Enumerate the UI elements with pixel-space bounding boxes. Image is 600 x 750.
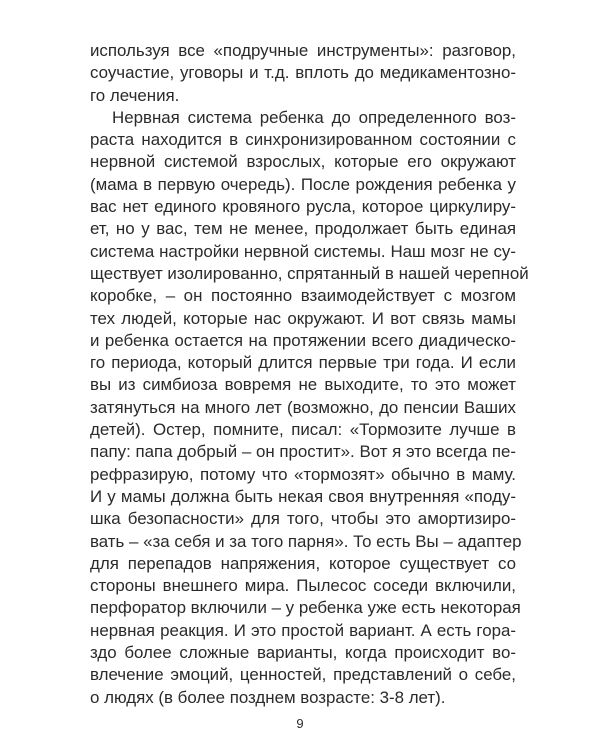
text-line: перфоратор включили – у ребенка уже есть некоторая: [90, 598, 521, 618]
text-line: шка безопасности» для того, чтобы это амортизиро-: [90, 509, 516, 529]
text-line: папу: папа добрый – он простит». Вот я это всегда пе-: [90, 442, 517, 462]
text-line: раста находится в синхронизированном состоянии с: [90, 130, 516, 150]
text-line: влечение эмоций, ценностей, представлений о себе,: [90, 665, 516, 685]
text-line: коробке, – он постоянно взаимодействует с мозгом: [90, 286, 516, 306]
text-line: для перепадов напряжения, которое существует со: [90, 553, 516, 573]
text-line: и ребенка остается на протяжении всего диадическо-: [90, 330, 516, 350]
text-line: используя все «подручные инструменты»: разговор,: [90, 41, 516, 60]
body-text: [90, 40, 529, 709]
text-line: рефразирую, потому что «тормозят» обычно в маму.: [90, 464, 516, 484]
paragraph-1: [90, 40, 516, 107]
text-line: (мама в первую очередь). После рождения ребенка у: [90, 174, 516, 194]
text-line: ществует изолированно, спрятанный в нашей черепной: [90, 263, 529, 283]
text-line: соучастие, уговоры и т.д. вплоть до медикаментозно-: [90, 63, 516, 83]
text-line: го лечения.: [90, 85, 180, 105]
text-line: затянуться на много лет (возможно, до пенсии Ваших: [90, 397, 516, 417]
page-number: 9: [296, 716, 304, 731]
text-line: тех людей, которые нас окружают. И вот связь мамы: [90, 308, 516, 328]
text-line: здо более сложные варианты, когда происходит во-: [90, 643, 516, 663]
text-line: вать – «за себя и за того парня». То есть Вы – адаптер: [90, 531, 522, 551]
text-line: стороны внешнего мира. Пылесос соседи включили,: [90, 576, 516, 596]
text-line: о людях (в более позднем возрасте: 3-8 лет).: [90, 687, 446, 707]
text-line: го периода, который длится первые три года. И если: [90, 353, 516, 373]
text-line: нервная реакция. И это простой вариант. А есть гора-: [90, 620, 516, 640]
text-line: И у мамы должна быть некая своя внутренняя «поду-: [90, 486, 516, 506]
text-line: система настройки нервной системы. Наш мозг не су-: [90, 241, 516, 261]
text-line: детей). Остер, помните, писал: «Тормозите лучше в: [90, 420, 516, 440]
text-line: вас нет единого кровяного русла, которое циркулиру-: [90, 197, 516, 217]
text-line: ет, но у вас, тем не менее, продолжает быть единая: [90, 219, 516, 239]
paragraph-2: [90, 107, 529, 709]
text-line: вы из симбиоза вовремя не выходите, то это может: [90, 375, 516, 395]
text-line: Нервная система ребенка до определенного воз-: [112, 107, 516, 127]
text-line: нервной системой взрослых, которые его окружают: [90, 152, 516, 172]
